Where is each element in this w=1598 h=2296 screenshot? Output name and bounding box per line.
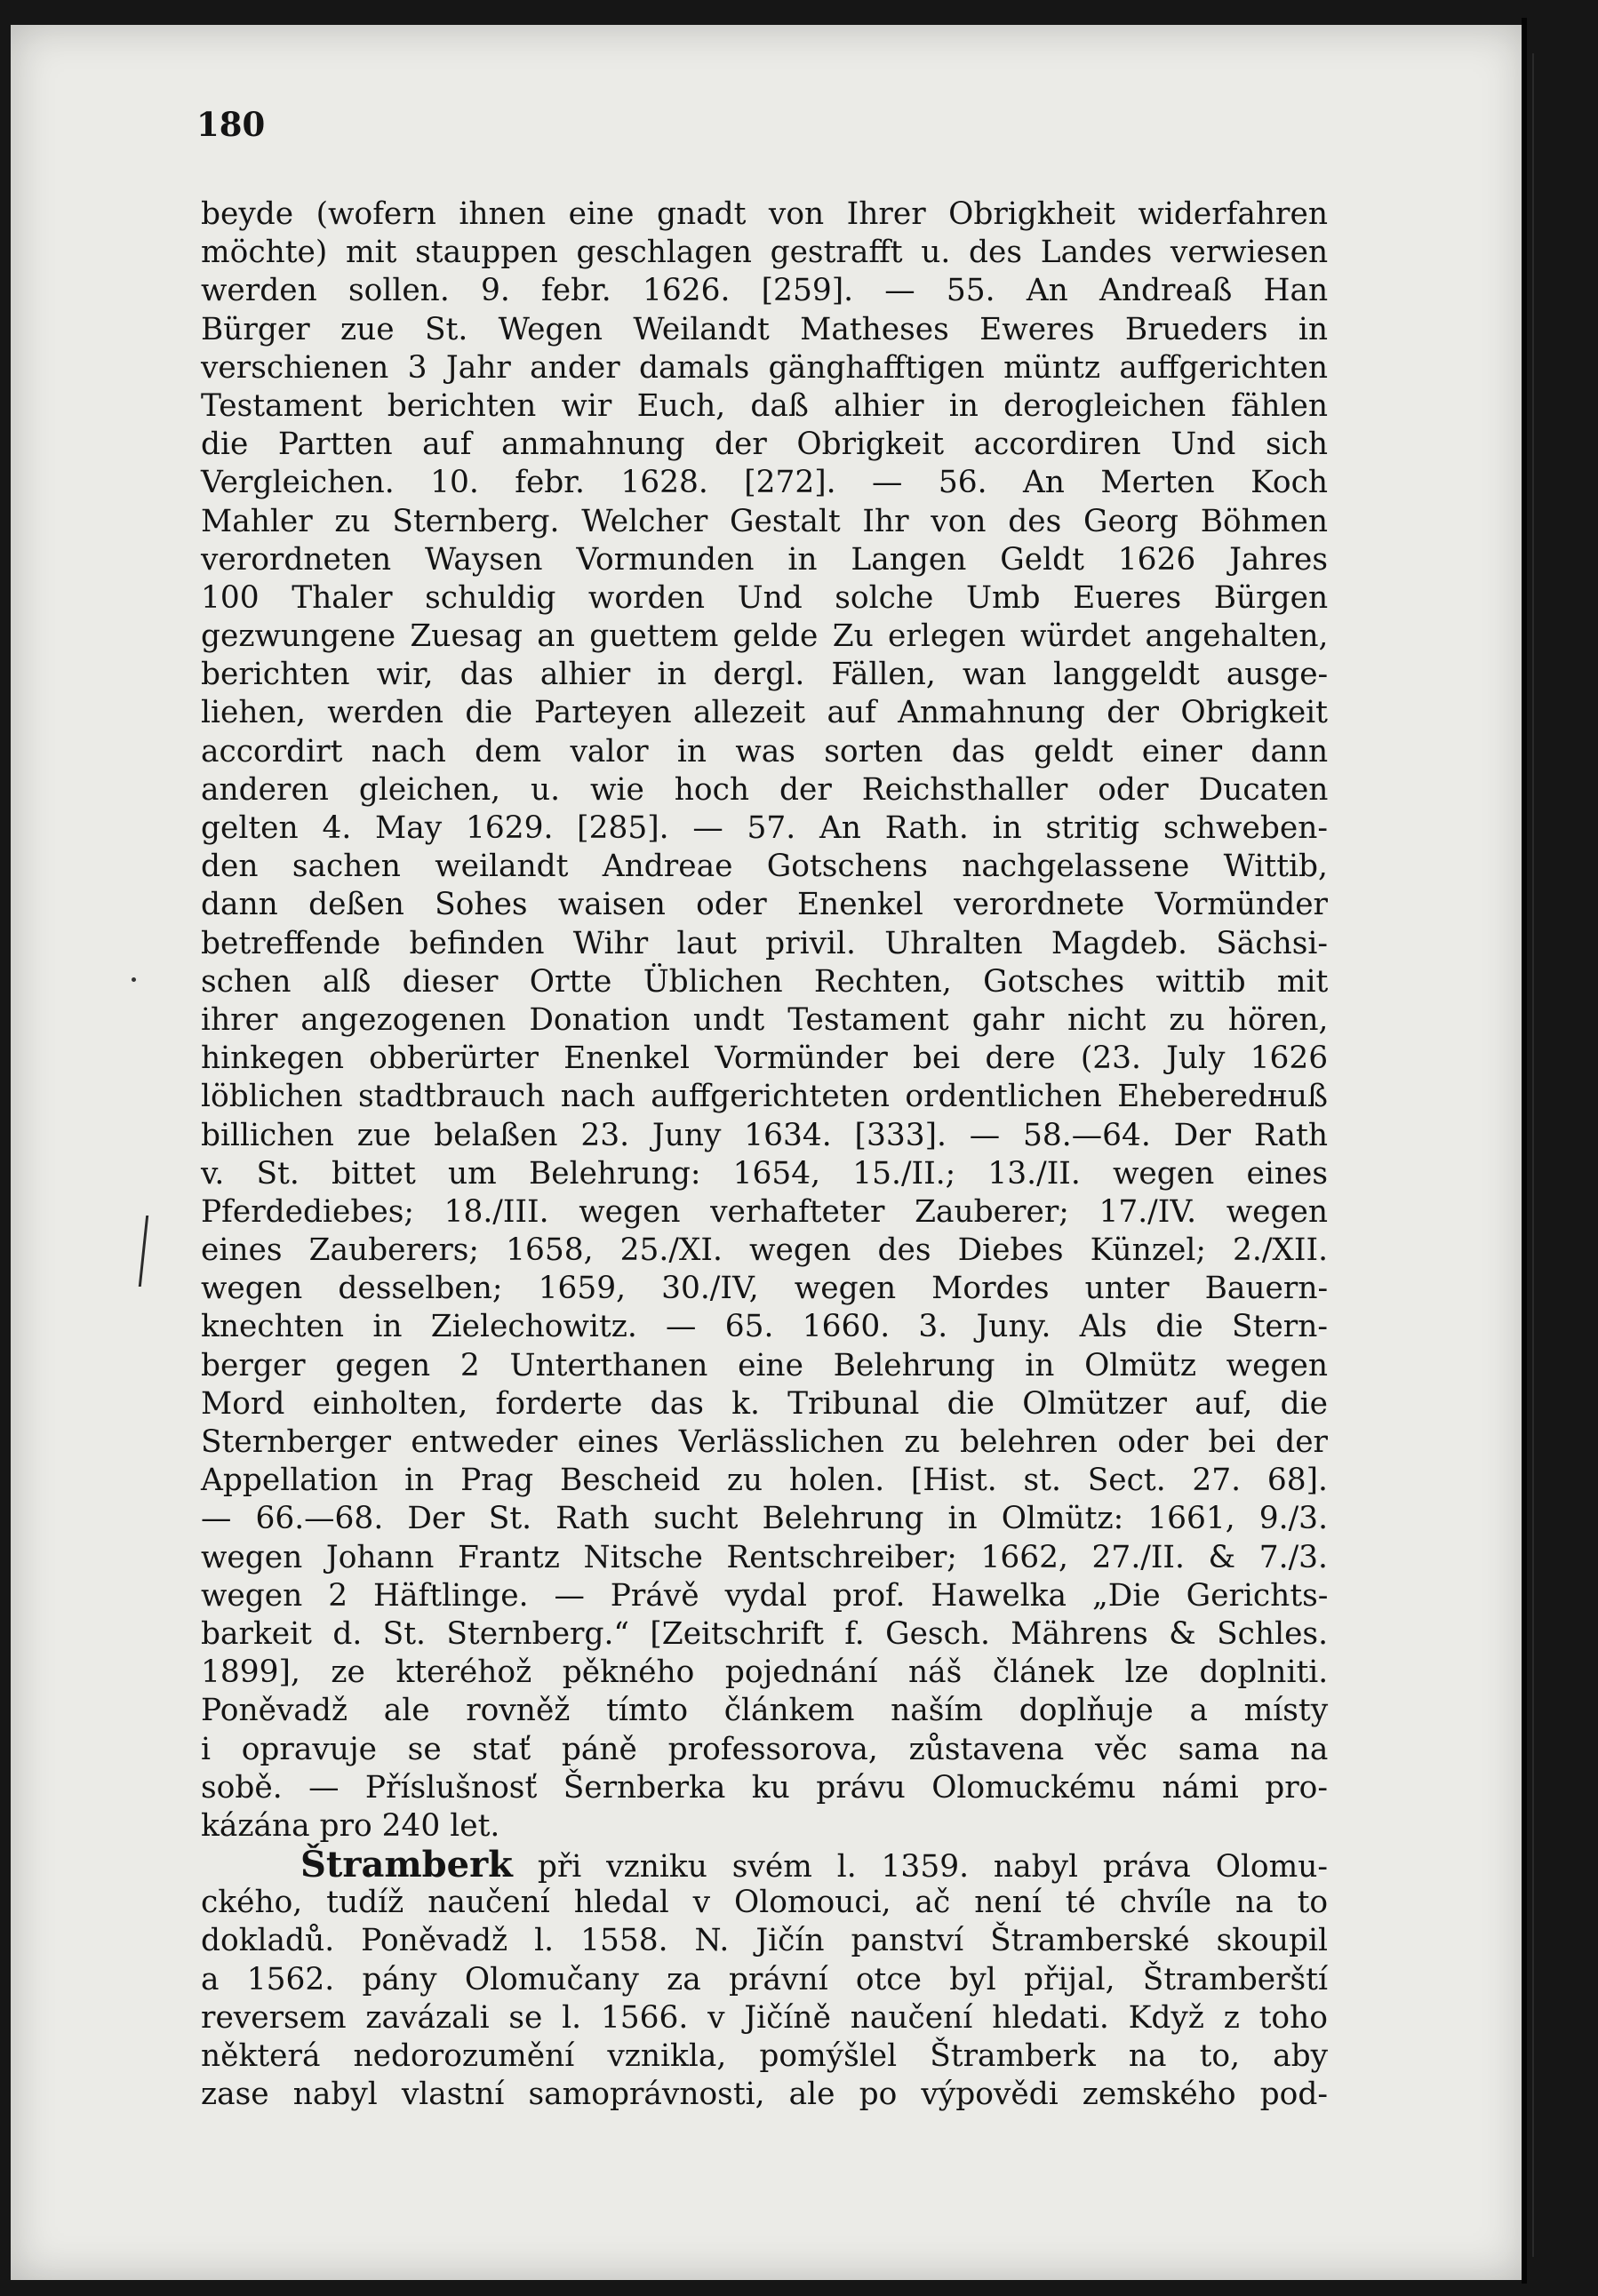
text-line: die Partten auf anmahnung der Obrigkeit accordiren Und sich <box>201 427 1329 463</box>
binding-edge-shadow <box>1532 53 1534 2257</box>
text-line: Poněvadž ale rovněž tímto článkem naším doplňuje a místy <box>201 1693 1329 1729</box>
text-line: ihrer angezogenen Donation undt Testament gahr nicht zu hören, <box>201 1001 1329 1038</box>
text-line: Testament berichten wir Euch, daß alhier in derogleichen fählen <box>201 387 1328 424</box>
text-line: berger gegen 2 Unterthanen eine Belehrung in Olmütz wegen <box>201 1347 1328 1383</box>
text-line: Mahler zu Sternberg. Welcher Gestalt Ihr von des Georg Böhmen <box>201 503 1328 539</box>
text-line: anderen gleichen, u. wie hoch der Reichsthaller oder Ducaten <box>201 771 1329 808</box>
text-line: Mord einholten, forderte das k. Tribunal die Olmützer auf, die <box>201 1385 1328 1422</box>
text-line: gezwungene Zuesag an guettem gelde Zu erlegen würdet angehalten, <box>201 618 1329 655</box>
main-paragraph <box>201 195 1328 1846</box>
text-line: werden sollen. 9. febr. 1626. [259]. — 55. An Andreaß Han <box>201 273 1329 309</box>
text-line: Pferdediebes; 18./III. wegen verhafteter Zauberer; 17./IV. wegen <box>201 1193 1328 1230</box>
text-line: eines Zauberers; 1658, 25./XI. wegen des Diebes Künzel; 2./XII. <box>201 1232 1328 1269</box>
text-line: knechten in Zielechowitz. — 65. 1660. 3. Juny. Als die Stern- <box>201 1309 1328 1345</box>
text-line: 100 Thaler schuldig worden Und solche Umb Eueres Bürgen <box>201 579 1329 616</box>
text-line: Sternberger entweder eines Verlässlichen zu belehren oder bei der <box>201 1424 1328 1460</box>
text-line: barkeit d. St. Sternberg.“ [Zeitschrift f. Gesch. Mährens & Schles. <box>201 1615 1329 1652</box>
body-text <box>201 195 1328 2114</box>
text-line: wegen 2 Häftlinge. — Právě vydal prof. Hawelka „Die Gerichts- <box>201 1577 1329 1614</box>
text-line: wegen Johann Frantz Nitsche Rentschreiber; 1662, 27./II. & 7./3. <box>201 1539 1328 1575</box>
text-line: billichen zue belaßen 23. Juny 1634. [333]. — 58.—64. Der Rath <box>201 1117 1328 1153</box>
text-line: berichten wir, das alhier in dergl. Fällen, wan langgeldt ausge- <box>201 657 1329 693</box>
text-line: schen alß dieser Ortte Üblichen Rechten, Gotsches wittib mit <box>201 963 1329 1000</box>
section-first-line <box>201 1846 1328 1884</box>
text-line: v. St. bittet um Belehrung: 1654, 15./II.; 13./II. wegen eines <box>201 1155 1328 1192</box>
text-line: dann deßen Sohes waisen oder Enenkel verordnete Vormünder <box>201 887 1328 923</box>
text-line: liehen, werden die Parteyen allezeit auf Anmahnung der Obrigkeit <box>201 695 1328 731</box>
section-heading: Štramberk <box>300 1844 513 1886</box>
margin-dot <box>132 977 136 982</box>
text-line: a 1562. pány Olomučany za právní otce byl přijal, Štramberští <box>201 1961 1328 1997</box>
text-line: zase nabyl vlastní samoprávnosti, ale po výpovědi zemského pod- <box>201 2077 1328 2113</box>
text-line: hinkegen obberürter Enenkel Vormünder bei dere (23. July 1626 <box>201 1040 1329 1077</box>
text-line: i opravuje se stať páně professorova, zůstavena věc sama na <box>201 1731 1329 1767</box>
text-line: betreffende befinden Wihr laut privil. Uhralten Magdeb. Sächsi- <box>201 925 1328 961</box>
text-line: 1899], ze kteréhož pěkného pojednání náš článek lze doplniti. <box>201 1654 1329 1691</box>
text-line: Vergleichen. 10. febr. 1628. [272]. — 56. An Merten Koch <box>201 465 1328 501</box>
text-line: některá nedorozumění vznikla, pomýšlel Štramberk na to, aby <box>201 2038 1329 2074</box>
section-stramberk <box>201 1846 1328 2114</box>
text-line: dokladů. Poněvadž l. 1558. N. Jičín panství Štramberské skoupil <box>201 1923 1328 1959</box>
text-line: — 66.—68. Der St. Rath sucht Belehrung in Olmütz: 1661, 9./3. <box>201 1501 1328 1537</box>
binding-edge <box>1522 18 1527 2284</box>
text-line: verschienen 3 Jahr ander damals gänghafftigen müntz auffgerichten <box>201 349 1328 386</box>
text-line: ckého, tudíž naučení hledal v Olomouci, ač není té chvíle na to <box>201 1885 1329 1921</box>
text-line: verordneten Waysen Vormunden in Langen Geldt 1626 Jahres <box>201 541 1328 578</box>
text-line: beyde (wofern ihnen eine gnadt von Ihrer Obrigkheit widerfahren <box>201 196 1328 232</box>
text-line: Appellation in Prag Bescheid zu holen. [Hist. st. Sect. 27. 68]. <box>201 1463 1328 1499</box>
text-line: accordirt nach dem valor in was sorten das geldt einer dann <box>201 733 1329 769</box>
text-line: sobě. — Příslušnosť Šernberka ku právu Olomuckému námi pro- <box>201 1769 1328 1806</box>
section-first-text: při vzniku svém l. 1359. nabyl práva Olomu- <box>537 1849 1328 1885</box>
text-line: gelten 4. May 1629. [285]. — 57. An Rath. in stritig schweben- <box>201 810 1328 846</box>
text-line: reversem zavázali se l. 1566. v Jičíně naučení hledati. Když z toho <box>201 1999 1328 2036</box>
text-line: löblichen stadtbrauch nach auffgerichteten ordentlichen Eheberedнuß <box>201 1079 1328 1115</box>
text-line: möchte) mit stauppen geschlagen gestrafft u. des Landes verwiesen <box>201 235 1329 271</box>
text-line: den sachen weilandt Andreae Gotschens nachgelassene Wittib, <box>201 849 1328 885</box>
text-line: Bürger zue St. Wegen Weilandt Matheses Eweres Brueders in <box>201 311 1328 347</box>
text-line: kázána pro 240 let. <box>201 1807 500 1844</box>
text-line: wegen desselben; 1659, 30./IV, wegen Mordes unter Bauern- <box>201 1271 1329 1307</box>
page-number: 180 <box>196 105 266 144</box>
